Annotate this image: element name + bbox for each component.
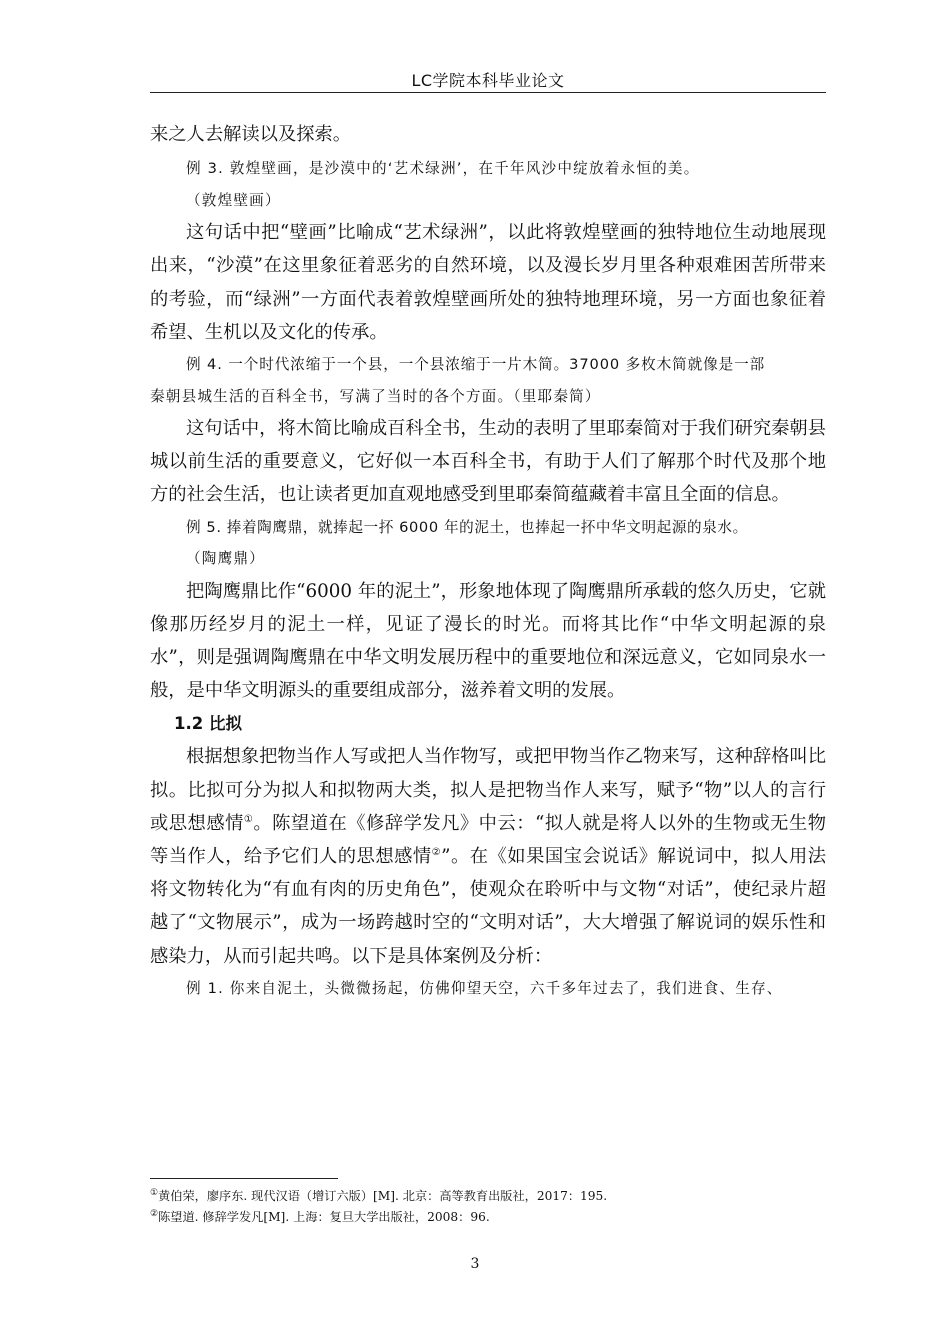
example-5-source: （陶鹰鼎） [186, 550, 265, 568]
example-3: 例 3. 敦煌壁画，是沙漠中的‘艺术绿洲’，在千年风沙中绽放着永恒的美。 [186, 160, 700, 178]
footnotes [150, 1186, 826, 1228]
page-number: 3 [470, 1256, 480, 1272]
section-paragraph-part-3: ”。在《如果国宝会说话》解说词中，拟人用法将文物转化为“有血有肉的历史角色”，使观众在聆听中与文物“对话”，使纪录片超越了“文物展示”，成为一场跨越时空的“文明对话”，大大增强了解说词的娱乐性和感染力，从而引起共鸣。以下是具体案例及分析： [150, 846, 826, 967]
example-3-source: （敦煌壁画） [186, 191, 281, 209]
section-paragraph-part-2: 。陈望道在《修辞学发凡》中云：“拟人就是将人以外的生物或无生物等当作人，给予它们人的思想感情 [150, 812, 826, 868]
footnote-reference-2[interactable]: ② [431, 846, 442, 858]
analysis-paragraph-1: 这句话中把“壁画”比喻成“艺术绿洲”，以此将敦煌壁画的独特地位生动地展现出来，“沙漠”在这里象征着恶劣的自然环境，以及漫长岁月里各种艰难困苦所带来的考验，而“绿洲”一方面代表着敦煌壁画所处的独特地理环境，另一方面也象征着希望、生机以及文化的传承。 [150, 222, 826, 343]
example-4-line-2: 秦朝县城生活的百科全书，写满了当时的各个方面。（里耶秦简） [150, 387, 601, 405]
header-rule [150, 92, 826, 93]
footnote-2 [150, 1207, 826, 1228]
analysis-paragraph-3: 把陶鹰鼎比作“6000 年的泥土”，形象地体现了陶鹰鼎所承载的悠久历史，它就像那历经岁月的泥土一样，见证了漫长的时光。而将其比作“中华文明起源的泉水”，则是强调陶鹰鼎在中华文明发展历程中的重要地位和深远意义，它如同泉水一般，是中华文明源头的重要组成部分，滋养着文明的发展。 [150, 580, 826, 702]
body-text [150, 118, 826, 1004]
footnote-rule [150, 1178, 338, 1179]
footnote-text-1: 黄伯荣，廖序东. 现代汉语（增订六版）[M]. 北京：高等教育出版社，2017：195. [158, 1189, 608, 1203]
footnote-mark-1: ① [150, 1187, 159, 1198]
footnote-1 [150, 1186, 826, 1207]
paragraph-continuation: 来之人去解读以及探索。 [150, 124, 352, 145]
footnote-mark-2: ② [150, 1208, 159, 1219]
example-4-line-1: 例 4. 一个时代浓缩于一个县，一个县浓缩于一片木简。37000 多枚木简就像是一部 [186, 356, 766, 374]
analysis-paragraph-2: 这句话中，将木简比喻成百科全书，生动的表明了里耶秦简对于我们研究秦朝县城以前生活的重要意义，它好似一本百科全书，有助于人们了解那个时代及那个地方的社会生活，也让读者更加直观地感受到里耶秦简蕴藏着丰富且全面的信息。 [150, 418, 826, 506]
section-paragraph [150, 740, 826, 972]
section-paragraph-part-1: 根据想象把物当作人写或把人当作物写，或把甲物当作乙物来写，这种辞格叫比拟。比拟可分为拟人和拟物两大类，拟人是把物当作人来写，赋予“物”以人的言行或思想感情 [150, 746, 826, 834]
example-1: 例 1. 你来自泥土，头微微扬起，仿佛仰望天空，六千多年过去了，我们进食、生存、 [186, 979, 783, 997]
section-heading: 1.2 比拟 [174, 714, 242, 734]
running-header-title: LC学院本科毕业论文 [411, 71, 565, 90]
example-5: 例 5. 捧着陶鹰鼎，就捧起一抔 6000 年的泥土，也捧起一抔中华文明起源的泉水。 [186, 518, 748, 536]
footnote-reference-1[interactable]: ① [243, 813, 254, 825]
footnote-text-2: 陈望道. 修辞学发凡[M]. 上海：复旦大学出版社，2008：96. [158, 1210, 490, 1224]
